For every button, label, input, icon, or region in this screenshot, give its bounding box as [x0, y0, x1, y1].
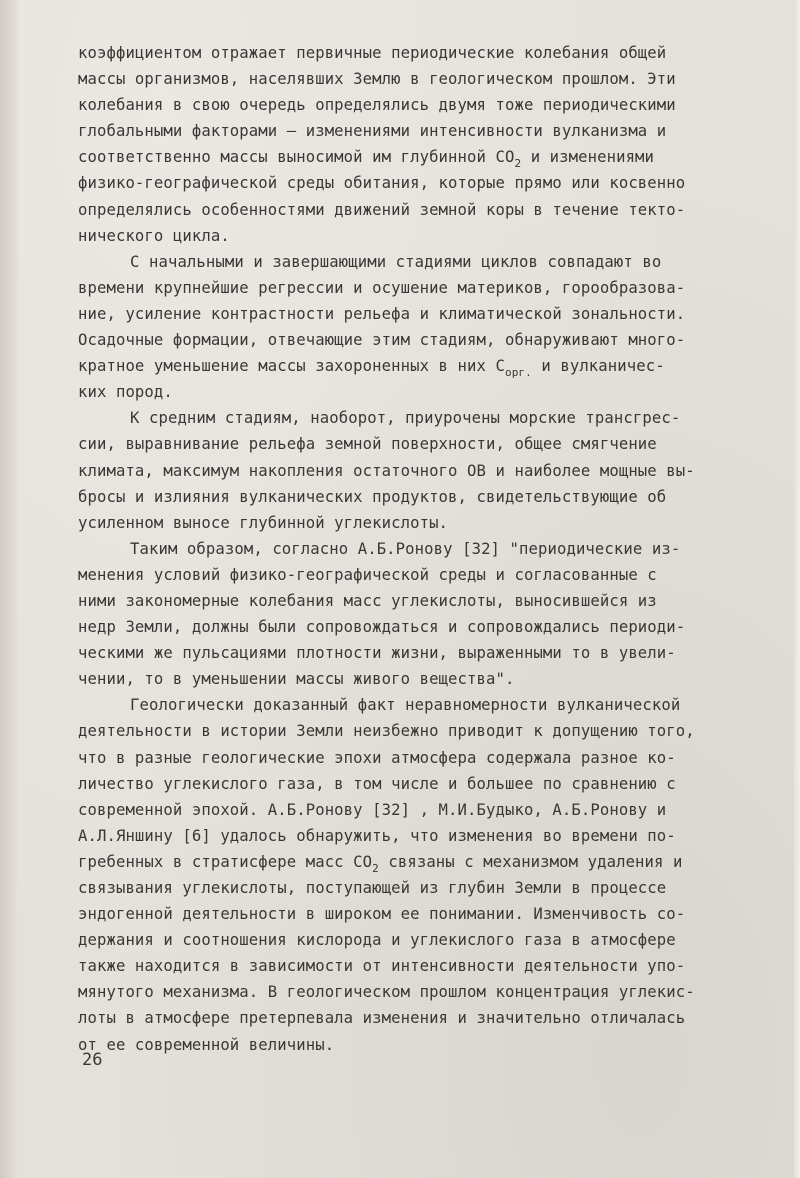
paragraph: [78, 249, 748, 406]
text-run: определялись особенностями движений земной коры в течение текто-: [78, 200, 686, 219]
text-run: времени крупнейшие регрессии и осушение материков, горообразова-: [78, 278, 686, 297]
text-line: [78, 40, 748, 66]
paragraph: [78, 405, 748, 535]
text-line: [78, 562, 748, 588]
text-run: личество углекислого газа, в том числе и большее по сравнению с: [78, 774, 676, 793]
text-line: [78, 953, 748, 979]
text-run: массы организмов, населявших Землю в геологическом прошлом. Эти: [78, 70, 676, 89]
text-run: ними закономерные колебания масс углекислоты, выносившейся из: [78, 591, 657, 610]
text-run: соответственно массы выносимой им глубинной СО: [78, 148, 515, 167]
text-run: А.Л.Яншину [6] удалось обнаружить, что изменения во времени по-: [78, 826, 676, 845]
text-run: эндогенной деятельности в широком ее понимании. Изменчивость со-: [78, 905, 686, 924]
text-line: [78, 144, 748, 170]
text-run: связывания углекислоты, поступающей из глубин Земли в процессе: [78, 879, 667, 897]
text-run: нического цикла.: [78, 226, 230, 245]
text-run: усиленном выносе глубинной углекислоты.: [78, 513, 449, 532]
text-line: [78, 588, 748, 614]
text-run: современной эпохой. А.Б.Ронову [32] , М.И.Будыко, А.Б.Ронову и: [78, 800, 667, 819]
text-line: [78, 1005, 748, 1031]
text-run: лоты в атмосфере претерпевала изменения и значительно отличалась: [78, 1009, 686, 1028]
text-line: [78, 510, 748, 536]
page-left-edge-shadow: [0, 0, 18, 1178]
text-run: Таким образом, согласно А.Б.Ронову [32] "периодические из-: [130, 539, 681, 558]
text-run: С начальными и завершающими стадиями циклов совпадают во: [130, 252, 662, 271]
text-run: К средним стадиям, наоборот, приурочены морские трансгрес-: [130, 409, 681, 428]
text-run: связаны с механизмом удаления и: [378, 852, 683, 871]
text-line: [78, 353, 748, 379]
text-line: [78, 92, 748, 118]
text-run: ние, усиление контрастности рельефа и климатической зональности.: [78, 304, 686, 323]
text-run: коэффициентом отражает первичные периодические колебания общей: [78, 44, 667, 62]
text-line: [78, 536, 748, 562]
text-line: [78, 797, 748, 823]
text-run: недр Земли, должны были сопровождаться и сопровождались периоди-: [78, 618, 686, 637]
text-run: и изменениями: [521, 148, 655, 167]
text-run: держания и соотношения кислорода и углекислого газа в атмосфере: [78, 931, 676, 950]
subscript: 2: [372, 861, 379, 875]
text-line: [78, 875, 748, 901]
text-line: [78, 901, 748, 927]
text-line: [78, 666, 748, 692]
text-line: [78, 823, 748, 849]
text-line: [78, 692, 748, 718]
text-run: Осадочные формации, отвечающие этим стадиям, обнаруживают много-: [78, 331, 686, 350]
text-line: [78, 275, 748, 301]
text-line: [78, 249, 748, 275]
text-run: мянутого механизма. В геологическом прошлом концентрация углекис-: [78, 983, 695, 1002]
text-line: [78, 431, 748, 457]
text-run: что в разные геологические эпохи атмосфера содержала разное ко-: [78, 748, 676, 767]
text-line: [78, 1032, 748, 1058]
text-line: [78, 979, 748, 1005]
text-run: глобальными факторами – изменениями интенсивности вулканизма и: [78, 122, 667, 141]
subscript: орг.: [504, 366, 532, 380]
text-line: [78, 771, 748, 797]
text-line: [78, 458, 748, 484]
text-run: гребенных в стратисфере масс СО: [78, 852, 373, 871]
text-line: [78, 170, 748, 196]
text-run: сии, выравнивание рельефа земной поверхности, общее смягчение: [78, 435, 657, 454]
text-line: [78, 379, 748, 405]
text-line: [78, 223, 748, 249]
text-run: физико-географической среды обитания, которые прямо или косвенно: [78, 174, 686, 193]
text-run: от ее современной величины.: [78, 1035, 335, 1054]
text-line: [78, 484, 748, 510]
text-line: [78, 405, 748, 431]
text-line: [78, 197, 748, 223]
page-number: 26: [82, 1050, 103, 1070]
text-line: [78, 927, 748, 953]
text-line: [78, 118, 748, 144]
text-run: и вулканичес-: [531, 357, 665, 376]
paragraph: [78, 40, 748, 249]
text-run: колебания в свою очередь определялись двумя тоже периодическими: [78, 96, 676, 115]
paragraph: [78, 536, 748, 693]
text-run: бросы и излияния вулканических продуктов, свидетельствующие об: [78, 487, 667, 506]
page-right-edge: [794, 0, 800, 1178]
text-line: [78, 614, 748, 640]
text-run: ческими же пульсациями плотности жизни, выраженными то в увели-: [78, 644, 676, 663]
subscript: 2: [514, 157, 522, 171]
text-run: Геологически доказанный факт неравномерности вулканической: [130, 696, 681, 715]
text-run: чении, то в уменьшении массы живого вещества".: [78, 670, 515, 689]
text-run: кратное уменьшение массы захороненных в них С: [78, 357, 505, 376]
text-line: [78, 849, 748, 875]
text-line: [78, 718, 748, 744]
body-text: [78, 40, 748, 1058]
text-run: климата, максимум накопления остаточного ОВ и наиболее мощные вы-: [78, 461, 695, 480]
text-line: [78, 745, 748, 771]
text-run: деятельности в истории Земли неизбежно приводит к допущению того,: [78, 722, 695, 741]
text-line: [78, 301, 748, 327]
paragraph: [78, 692, 748, 1057]
text-run: менения условий физико-географической среды и согласованные с: [78, 565, 657, 584]
text-line: [78, 66, 748, 92]
text-run: ких пород.: [78, 383, 173, 402]
text-run: также находится в зависимости от интенсивности деятельности упо-: [78, 957, 686, 976]
text-line: [78, 327, 748, 353]
text-line: [78, 640, 748, 666]
